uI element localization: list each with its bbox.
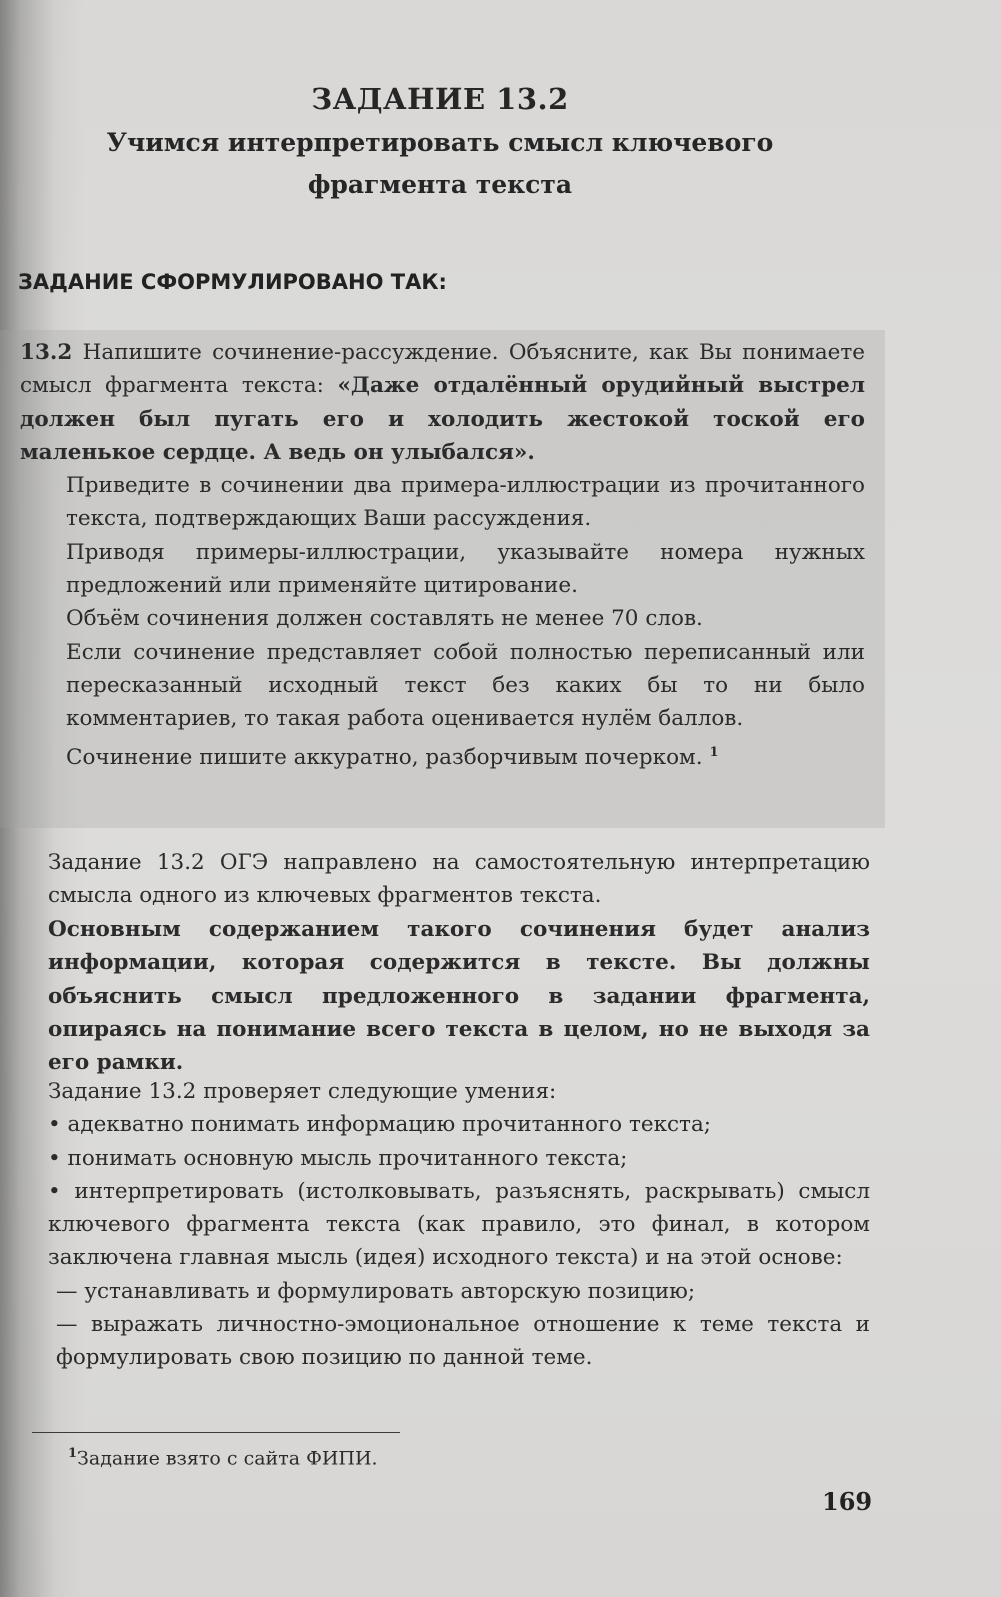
- task-intro: Напишите сочинение-рассуждение. Объясните, как Вы понимаете смысл фрагмента текста:: [20, 340, 865, 399]
- body-paragraph-1: [48, 846, 870, 913]
- body-paragraph-2-text: Основным содержанием такого сочинения будет анализ информации, которая содержится в тексте. Вы должны объяснить смысл предложенного в задании фрагмента, опираясь на понимание всего текста в целом, но не выходя за его рамки.: [48, 917, 870, 1076]
- skills-list-item: • интерпретировать (истолковывать, разъяснять, раскрывать) смысл ключевого фрагмента текста (как правило, это финал, в котором заключена главная мысль (идея) исходного текста) и на этой основе:: [48, 1178, 870, 1271]
- page-title: ЗАДАНИЕ 13.2: [311, 82, 569, 116]
- skills-subitem: — выражать личностно-эмоциональное отношение к теме текста и формулировать свою позицию по данной теме.: [56, 1312, 870, 1371]
- section-heading: ЗАДАНИЕ СФОРМУЛИРОВАНО ТАК:: [18, 270, 447, 294]
- body-paragraph-1-text: Задание 13.2 ОГЭ направлено на самостоятельную интерпретацию смысла одного из ключевых фрагментов текста.: [48, 850, 870, 909]
- task-paragraph-handwriting: [20, 736, 865, 774]
- task-statement: [20, 336, 865, 774]
- footnote: [68, 1446, 378, 1469]
- skills-list-item: • понимать основную мысль прочитанного текста;: [48, 1145, 628, 1171]
- page-number: 169: [822, 1487, 873, 1516]
- task-paragraph-length: Объём сочинения должен составлять не менее 70 слов.: [66, 606, 703, 632]
- skills-list: [48, 1108, 870, 1374]
- task-number: 13.2: [20, 340, 73, 365]
- footnote-divider: [32, 1432, 400, 1433]
- body-paragraph-2: [48, 913, 870, 1079]
- footnote-text: Задание взято с сайта ФИПИ.: [77, 1447, 378, 1470]
- task-paragraph-zero-score: Если сочинение представляет собой полностью переписанный или пересказанный исходный текст без каких бы то ни было комментариев, то такая работа оценивается нулём баллов.: [66, 639, 865, 732]
- skills-subitem: — устанавливать и формулировать авторскую позицию;: [56, 1278, 696, 1304]
- skills-section: [48, 1075, 870, 1375]
- task-paragraph-examples: Приведите в сочинении два примера-иллюстрации из прочитанного текста, подтверждающих Ваши рассуждения.: [66, 473, 865, 532]
- task-handwriting-text: Сочинение пишите аккуратно, разборчивым почерком.: [66, 744, 703, 770]
- page-subtitle: Учимся интерпретировать смысл ключевого фрагмента текста: [106, 128, 774, 199]
- task-paragraph-citations: Приводя примеры-иллюстрации, указывайте номера нужных предложений или применяйте цитирование.: [66, 539, 865, 599]
- skills-intro: Задание 13.2 проверяет следующие умения:: [48, 1079, 557, 1104]
- task-intro-paragraph: [20, 336, 865, 469]
- footnote-reference: 1: [709, 744, 719, 760]
- skills-list-item: • адекватно понимать информацию прочитанного текста;: [48, 1112, 712, 1138]
- task-quote: «Даже отдалённый орудийный выстрел должен был пугать его и холодить жестокой тоской его маленькое сердце. А ведь он улыбался».: [20, 373, 865, 465]
- footnote-mark: 1: [68, 1446, 78, 1461]
